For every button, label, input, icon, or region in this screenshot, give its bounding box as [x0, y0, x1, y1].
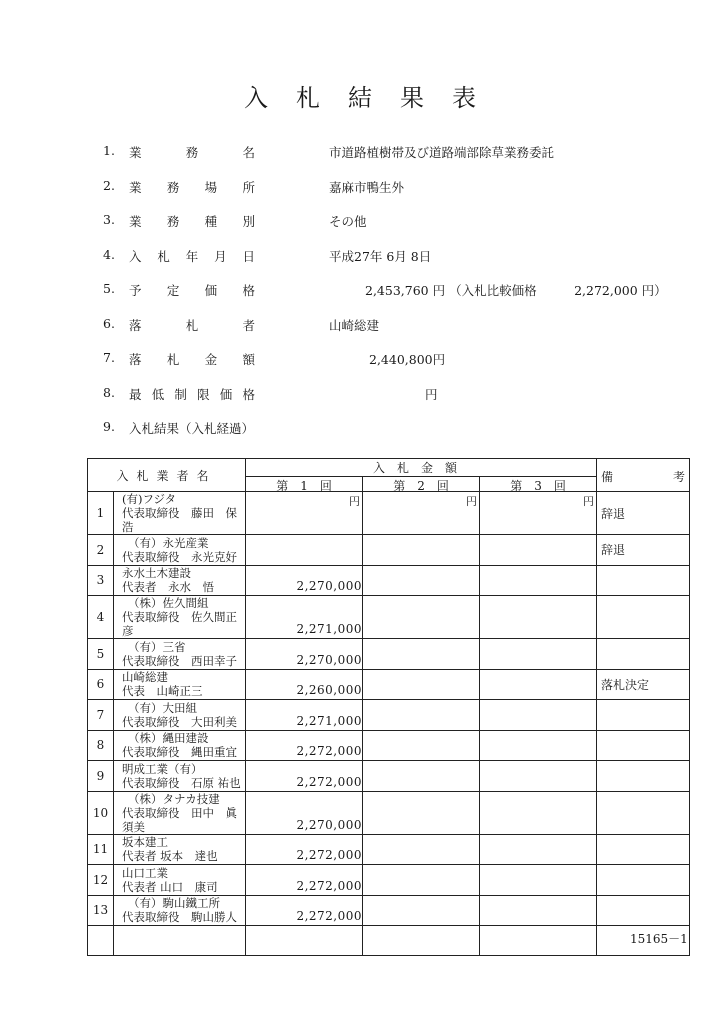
- row-number: 4: [88, 596, 114, 639]
- empty-cell: [114, 926, 246, 956]
- empty-cell: [480, 926, 597, 956]
- company-name: （株）タナカ技建: [128, 791, 220, 806]
- round-2-amount: [363, 639, 480, 670]
- amount-value: 2,272,000: [296, 878, 363, 893]
- info-number: 9.: [103, 419, 115, 434]
- row-number: 1: [88, 492, 114, 535]
- info-label: [129, 419, 309, 437]
- amount-value: 2,270,000: [296, 652, 363, 667]
- info-section: [103, 143, 683, 454]
- info-row: [103, 350, 683, 385]
- info-label-char: 業: [129, 214, 142, 229]
- info-label: [129, 281, 255, 299]
- round-3-amount: [480, 492, 597, 535]
- bidder-cell: [114, 791, 246, 834]
- round-1-amount: [246, 669, 363, 700]
- table-row: [88, 639, 690, 670]
- round-2-amount: [363, 596, 480, 639]
- table-row: [88, 730, 690, 761]
- round-1-amount: [246, 865, 363, 896]
- remarks-cell: [597, 639, 690, 670]
- info-label-char: 務: [166, 214, 180, 229]
- bidder-cell: [114, 761, 246, 792]
- round-3-amount: [480, 639, 597, 670]
- round-3-amount: [480, 730, 597, 761]
- remarks-cell: 落札決定: [597, 669, 690, 700]
- info-label: [129, 350, 255, 368]
- amount-value: 2,271,000: [296, 622, 363, 636]
- round-2-amount: [363, 834, 480, 865]
- row-number: 11: [88, 834, 114, 865]
- info-value: 嘉麻市鴨生外: [329, 179, 405, 195]
- info-label-char: 年: [185, 248, 199, 264]
- round-2-amount: [363, 535, 480, 566]
- info-label-char: 務: [166, 179, 180, 195]
- round-3-amount: [480, 865, 597, 896]
- amount-value: 2,270,000: [296, 817, 363, 832]
- remarks-cell: [597, 565, 690, 596]
- round-3-amount: [480, 700, 597, 731]
- round-3-amount: [480, 596, 597, 639]
- info-number: 3.: [103, 212, 115, 227]
- round-1-amount: [246, 730, 363, 761]
- header-round-2: 第 2 回: [363, 477, 480, 492]
- round-3-amount: [480, 535, 597, 566]
- representative: 代表者 坂本 達也: [122, 849, 218, 864]
- bidder-cell: [114, 565, 246, 596]
- table-row: [88, 700, 690, 731]
- remarks-cell: 辞退: [597, 492, 690, 535]
- company-name: 永水土木建設: [122, 566, 191, 581]
- table-row-empty: [88, 926, 690, 956]
- info-label-char: 落: [129, 317, 142, 333]
- info-number: 7.: [103, 350, 115, 365]
- row-number: 5: [88, 639, 114, 670]
- company-name: 山口工業: [122, 865, 168, 880]
- info-label-char: 札: [166, 352, 180, 367]
- table-row: [88, 834, 690, 865]
- info-label-char: 低: [151, 386, 165, 402]
- info-label-char: 格: [242, 386, 255, 402]
- info-row: [103, 143, 683, 178]
- representative: 代表取締役 縄田重宜: [122, 745, 237, 760]
- info-value: 平成27年 6月 8日: [329, 248, 432, 264]
- header-round-3: 第 3 回: [480, 477, 597, 492]
- round-3-amount: [480, 761, 597, 792]
- yen-unit: 円: [583, 495, 595, 508]
- round-2-amount: [363, 730, 480, 761]
- remarks-cell: [597, 834, 690, 865]
- info-label: [129, 212, 255, 230]
- remarks-cell: [597, 596, 690, 639]
- info-label-char: 業: [129, 145, 142, 160]
- round-3-amount: [480, 895, 597, 926]
- info-row: [103, 178, 683, 213]
- representative: 代表取締役 田中 眞須美: [122, 805, 237, 834]
- round-3-amount: [480, 565, 597, 596]
- info-row: [103, 316, 683, 351]
- info-label-char: 金: [204, 352, 218, 367]
- yen-unit: 円: [349, 495, 361, 508]
- info-label-char: 別: [242, 214, 255, 229]
- bidder-cell: [114, 865, 246, 896]
- info-number: 8.: [103, 384, 115, 400]
- info-value: 円: [425, 386, 438, 402]
- info-label-char: 定: [166, 283, 180, 298]
- table-row: [88, 865, 690, 896]
- round-3-amount: [480, 669, 597, 700]
- info-label-char: 予: [129, 283, 142, 298]
- info-label-char: 入: [129, 248, 142, 264]
- header-bidder-name: 入札業者名: [88, 459, 246, 492]
- company-name: 坂本建工: [122, 835, 168, 850]
- header-remarks: [597, 459, 690, 492]
- info-label-char: 種: [204, 214, 218, 229]
- bidder-cell: [114, 639, 246, 670]
- round-2-amount: [363, 669, 480, 700]
- round-2-amount: [363, 791, 480, 834]
- row-number: 2: [88, 535, 114, 566]
- company-name: （有）永光産業: [128, 535, 209, 550]
- remarks-cell: [597, 895, 690, 926]
- company-name: 山崎総建: [122, 670, 168, 685]
- table-row: [88, 669, 690, 700]
- info-label: [129, 385, 255, 403]
- amount-value: 2,270,000: [296, 579, 363, 593]
- company-name: （有）駒山鐵工所: [128, 896, 220, 911]
- table-row: [88, 565, 690, 596]
- company-name: （有）大田組: [128, 700, 197, 715]
- round-1-amount: [246, 895, 363, 926]
- round-1-amount: [246, 761, 363, 792]
- amount-value: 2,272,000: [296, 744, 363, 758]
- remarks-cell: [597, 865, 690, 896]
- row-number: 3: [88, 565, 114, 596]
- table-row: [88, 535, 690, 566]
- remarks-cell: [597, 761, 690, 792]
- representative: 代表取締役 永光克好: [122, 549, 237, 564]
- info-label: [129, 143, 255, 161]
- info-label-char: 価: [219, 386, 233, 402]
- info-number: 4.: [103, 246, 115, 262]
- info-label-char: 日: [242, 248, 255, 264]
- amount-value: 2,272,000: [296, 848, 363, 862]
- header-bid-amount: 入札金額: [246, 459, 597, 477]
- info-value: 2,453,760 円 （入札比較価格 2,272,000 円）: [365, 283, 667, 298]
- round-2-amount: [363, 565, 480, 596]
- amount-value: 2,260,000: [296, 683, 363, 697]
- company-name: 明成工業（有）: [122, 761, 203, 776]
- bidder-cell: [114, 730, 246, 761]
- info-label: [129, 247, 255, 265]
- representative: 代表 山崎正三: [122, 684, 203, 699]
- round-2-amount: [363, 761, 480, 792]
- round-1-amount: [246, 596, 363, 639]
- info-label: [129, 178, 255, 196]
- info-number: 2.: [103, 177, 115, 193]
- company-name: （株）縄田建設: [128, 731, 209, 746]
- amount-value: 2,272,000: [296, 774, 363, 789]
- info-label-char: 額: [242, 352, 255, 367]
- table-row: [88, 895, 690, 926]
- row-number: 12: [88, 865, 114, 896]
- round-2-amount: [363, 700, 480, 731]
- empty-cell: [88, 926, 114, 956]
- company-name: （株）佐久間組: [128, 596, 209, 610]
- info-label-char: 業: [129, 179, 142, 195]
- bidder-cell: [114, 669, 246, 700]
- empty-cell: [363, 926, 480, 956]
- representative: 代表取締役 西田幸子: [122, 653, 237, 668]
- info-row: [103, 419, 683, 454]
- results-table: [87, 458, 690, 956]
- remarks-cell: [597, 700, 690, 731]
- table-row: [88, 761, 690, 792]
- header-remarks-b: 考: [673, 470, 686, 484]
- round-1-amount: [246, 639, 363, 670]
- info-value: 2,440,800円: [369, 352, 446, 367]
- header-remarks-a: 備: [601, 470, 614, 484]
- info-label-char: 制: [174, 386, 187, 402]
- info-number: 6.: [103, 315, 115, 331]
- round-1-amount: [246, 492, 363, 535]
- representative: 代表者 山口 康司: [122, 879, 218, 894]
- header-round-1: 第 1 回: [246, 477, 363, 492]
- info-row: [103, 385, 683, 420]
- info-label-char: 落: [129, 352, 142, 367]
- representative: 代表取締役 佐久間正彦: [122, 610, 237, 638]
- round-1-amount: [246, 791, 363, 834]
- amount-value: 2,272,000: [296, 909, 363, 923]
- info-label-char: 格: [242, 283, 255, 298]
- info-number: 5.: [103, 281, 115, 296]
- table-row: [88, 791, 690, 834]
- info-label-char: 最: [129, 386, 142, 402]
- document-title: 入札結果表: [244, 84, 504, 112]
- row-number: 8: [88, 730, 114, 761]
- info-label-char: 者: [242, 317, 255, 333]
- round-2-amount: [363, 492, 480, 535]
- round-1-amount: [246, 565, 363, 596]
- representative: 代表者 永水 悟: [122, 580, 214, 595]
- row-number: 9: [88, 761, 114, 792]
- info-number: 1.: [103, 143, 115, 158]
- info-row: [103, 212, 683, 247]
- info-label-char: 月: [214, 248, 227, 264]
- remarks-cell: [597, 730, 690, 761]
- amount-value: 2,271,000: [296, 713, 363, 728]
- row-number: 6: [88, 669, 114, 700]
- bidder-cell: [114, 535, 246, 566]
- bidder-cell: [114, 596, 246, 639]
- round-1-amount: [246, 834, 363, 865]
- info-row: [103, 281, 683, 316]
- row-number: 10: [88, 791, 114, 834]
- info-value: 市道路植樹帯及び道路端部除草業務委託: [329, 145, 555, 160]
- bidder-cell: [114, 492, 246, 535]
- remarks-cell: 辞退: [597, 535, 690, 566]
- info-label-char: 札: [185, 317, 199, 333]
- info-label-char: 所: [242, 179, 255, 195]
- info-label-char: 場: [204, 179, 218, 195]
- empty-cell: [246, 926, 363, 956]
- round-2-amount: [363, 895, 480, 926]
- table-row: [88, 596, 690, 639]
- round-1-amount: [246, 700, 363, 731]
- info-value: その他: [329, 214, 367, 229]
- info-label-char: 価: [204, 283, 218, 298]
- table-row: [88, 492, 690, 535]
- company-name: （有）三省: [128, 639, 186, 654]
- round-3-amount: [480, 791, 597, 834]
- bidder-cell: [114, 834, 246, 865]
- row-number: 7: [88, 700, 114, 731]
- info-row: [103, 247, 683, 282]
- representative: 代表取締役 駒山勝人: [122, 910, 237, 925]
- info-label-char: 入札結果（入札経過）: [129, 421, 255, 436]
- bidder-cell: [114, 700, 246, 731]
- bidder-cell: [114, 895, 246, 926]
- info-label-char: 務: [185, 145, 199, 160]
- company-name: (有)フジタ: [122, 492, 177, 506]
- yen-unit: 円: [466, 495, 478, 508]
- remarks-cell: [597, 791, 690, 834]
- info-label: [129, 316, 255, 334]
- info-label-char: 限: [197, 386, 210, 402]
- representative: 代表取締役 大田利美: [122, 714, 237, 729]
- info-value: 山崎総建: [329, 317, 380, 333]
- info-label-char: 札: [157, 248, 170, 264]
- row-number: 13: [88, 895, 114, 926]
- round-2-amount: [363, 865, 480, 896]
- representative: 代表取締役 藤田 保浩: [122, 506, 237, 534]
- info-label-char: 名: [242, 145, 255, 160]
- representative: 代表取締役 石原 祐也: [122, 775, 241, 790]
- round-3-amount: [480, 834, 597, 865]
- page-code: 15165－1: [630, 932, 688, 946]
- round-1-amount: [246, 535, 363, 566]
